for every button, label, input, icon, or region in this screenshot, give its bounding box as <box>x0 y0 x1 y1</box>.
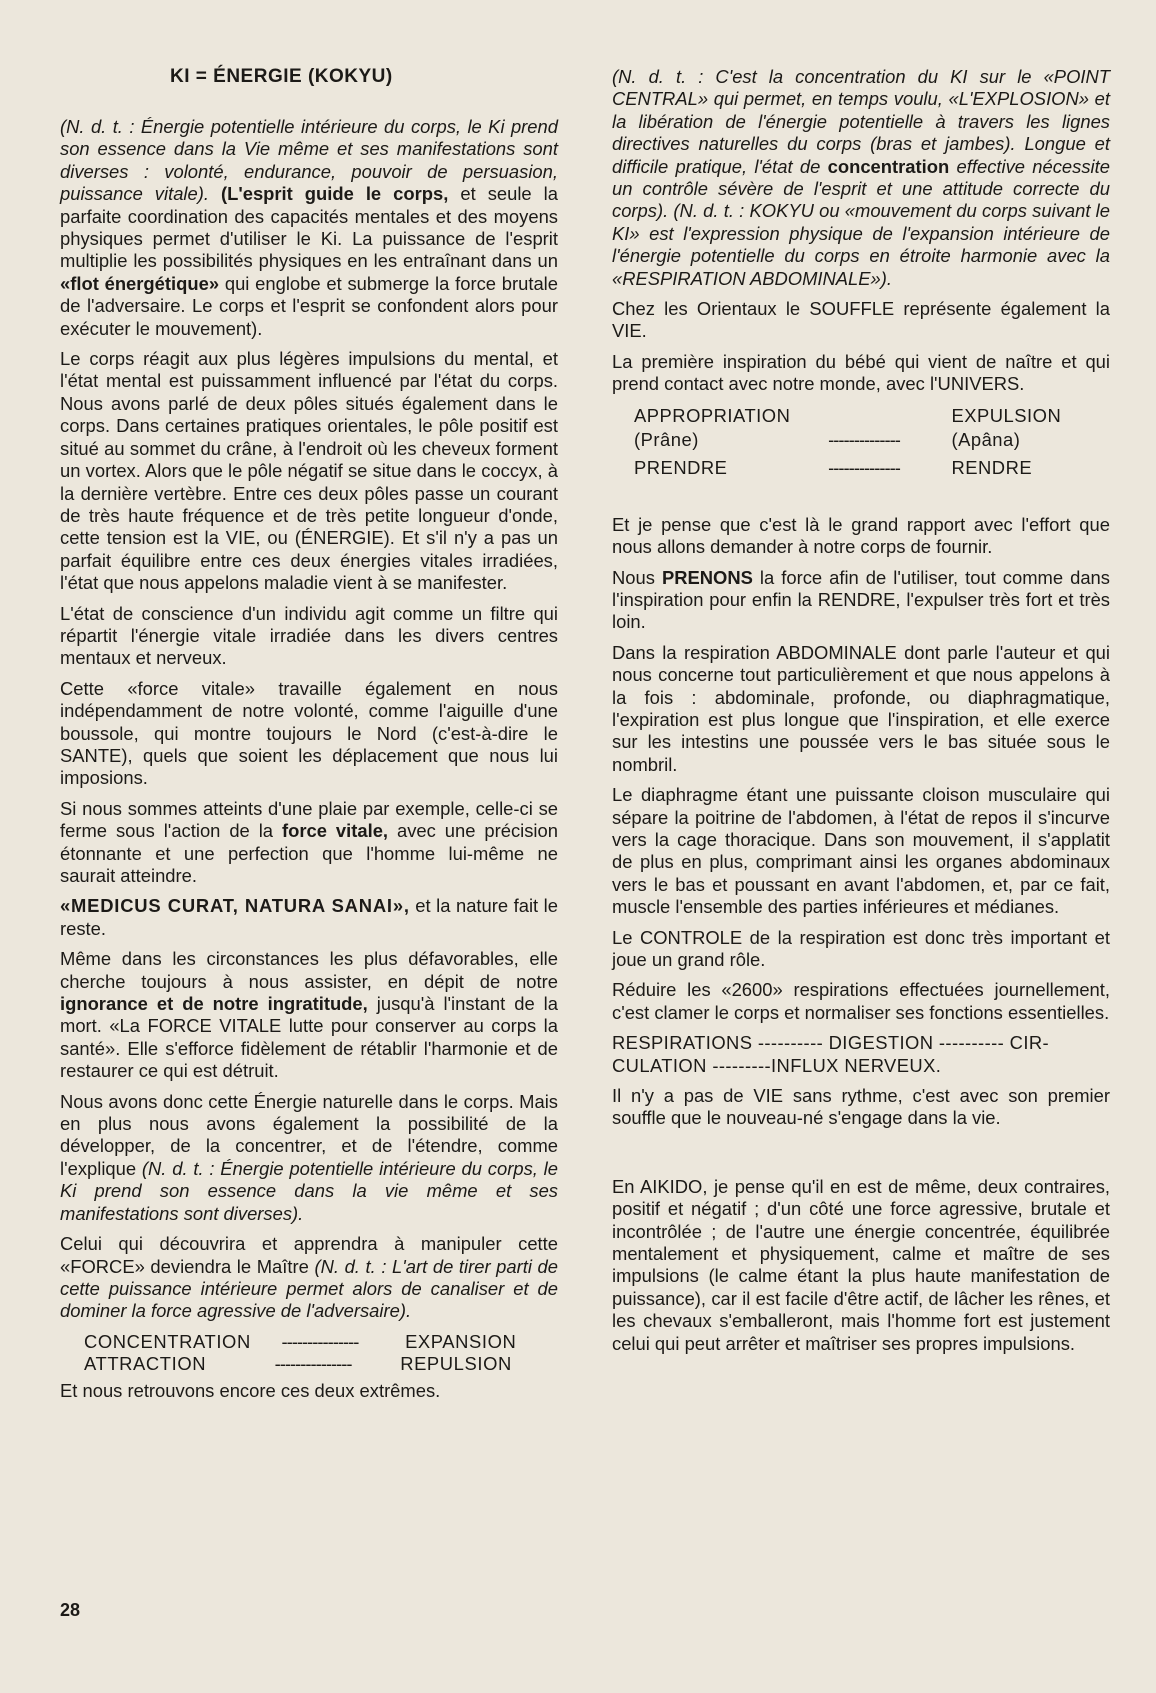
paragraph: Celui qui découvrira et apprendra à manipuler cette «FORCE» deviendra le Maître (N. d. t. : L'art de tirer parti de cette puissance intérieure permet alors de canaliser et de dominer la force agressive de l'adversaire). <box>60 1233 558 1322</box>
article-heading: KI = ÉNERGIE (KOKYU) <box>170 66 393 87</box>
breath-row: APPROPRIATION EXPULSION <box>634 404 1062 426</box>
paragraph: Nous PRENONS la force afin de l'utiliser, tout comme dans l'inspiration pour enfin la RENDRE, l'expulser très fort et très loin. <box>612 566 1110 633</box>
right-column <box>612 66 1110 1363</box>
paragraph: Nous avons donc cette Énergie naturelle dans le corps. Mais en plus nous avons également la possibilité de la développer, de la concentrer, et de l'étendre, comme l'explique (N. d. t. : Énergie potentielle intérieure du corps, le Ki prend son essence dans la vie même et ses manifestations sont diverses). <box>60 1090 558 1224</box>
flow-line: RESPIRATIONS ---------- DIGESTION ---------- CIR- <box>612 1032 1050 1054</box>
flow-line: CULATION ---------INFLUX NERVEUX. <box>612 1054 942 1076</box>
left-column <box>60 66 558 1410</box>
paragraph: Le CONTROLE de la respiration est donc très important et joue un grand rôle. <box>612 926 1110 970</box>
breath-row: PRENDRE -------------- RENDRE <box>634 456 1033 478</box>
paragraph: Même dans les circonstances les plus défavorables, elle cherche toujours à nous assister, en dépit de notre ignorance et de notre ingratitude, jusqu'à l'instant de la mort. «La FORCE VITALE lutte pour conserver au corps la santé». Elle s'efforce fidèlement de rétablir l'harmonie et de restaurer ce qui est détruit. <box>60 948 558 1082</box>
paragraph: Chez les Orientaux le SOUFFLE représente également la VIE. <box>612 298 1110 342</box>
paragraph: (N. d. t. : C'est la concentration du KI sur le «POINT CENTRAL» qui permet, en temps voulu, «L'EXPLOSION» et la libération de l'énergie potentielle à travers les lignes directives naturelles du corps (bras et jambes). Longue et difficile pratique, l'état de concentration effective nécessite un contrôle sévère de l'esprit et une attitude correcte du corps). (N. d. t. : KOKYU ou «mouvement du corps suivant le KI» est l'expression physique de l'expansion intérieure de l'énergie potentielle du corps en étroite harmonie avec la «RESPIRATION ABDOMINALE»). <box>612 66 1110 289</box>
paragraph: Le corps réagit aux plus légères impulsions du mental, et l'état mental est puissamment influencé par l'état du corps. Nous avons parlé de deux pôles situés également dans le corps. Dans certaines pratiques orientales, le pôle positif est situé au sommet du crâne, à l'endroit où les cheveux forment un vortex. Alors que le pôle négatif se situe dans le coccyx, à la dernière vertèbre. Entre ces deux pôles passe un courant de très haute fréquence et de très petite longueur d'onde, cette tension est la VIE, ou (ÉNERGIE). Et s'il n'y a pas un parfait équilibre entre ces deux énergies vitales irradiées, l'état que nous appelons maladie vient à se manifester. <box>60 348 558 594</box>
paragraph: «MEDICUS CURAT, NATURA SANAI», et la nature fait le reste. <box>60 895 558 939</box>
opposites-row: CONCENTRATION --------------- EXPANSION <box>84 1330 517 1352</box>
paragraph: La première inspiration du bébé qui vient de naître et qui prend contact avec notre monde, avec l'UNIVERS. <box>612 350 1110 395</box>
paragraph: Dans la respiration ABDOMINALE dont parle l'auteur et qui nous concerne tout particulièrement et que nous appelons à la fois : abdominale, profonde, ou diaphragmatique, l'expiration est plus longue que l'inspiration, et elle exerce sur les intestins une poussée vers le bas située sous le nombril. <box>612 641 1110 775</box>
paragraph: Le diaphragme étant une puissante cloison musculaire qui sépare la poitrine de l'abdomen, à l'état de repos il s'incurve vers la cage thoracique. Dans son mouvement, il s'applatit de plus en plus, comprimant ainsi les organes abdominaux vers le bas et poussant en avant l'abdomen, et, par ce fait, muscle l'ensemble des parties inférieures et médianes. <box>612 784 1110 918</box>
paragraph: L'état de conscience d'un individu agit comme un filtre qui répartit l'énergie vitale irradiée dans les divers centres mentaux et nerveux. <box>60 602 558 669</box>
paragraph: Réduire les «2600» respirations effectuées journellement, c'est clamer le corps et normaliser ses fonctions essentielles. <box>612 979 1110 1023</box>
paragraph: Et je pense que c'est là le grand rapport avec l'effort que nous allons demander à notre corps de fournir. <box>612 513 1110 558</box>
opposites-row: ATTRACTION --------------- REPULSION <box>84 1353 512 1375</box>
paragraph: Cette «force vitale» travaille également en nous indépendamment de notre volonté, comme l'aiguille d'une boussole, qui montre toujours le Nord (c'est-à-dire le SANTE), quels que soient les déplacement que nous lui imposions. <box>60 677 558 789</box>
paragraph: Il n'y a pas de VIE sans rythme, c'est avec son premier souffle que le nouveau-né s'engage dans la vie. <box>612 1085 1110 1129</box>
paragraph: En AIKIDO, je pense qu'il en est de même, deux contraires, positif et négatif ; d'un côté une force agressive, brutale et incontrôlée ; de l'autre une énergie concentrée, équilibrée mentalement et physiquement, calme et maître de ses impulsions (le calme étant la plus haute manifestation de puissance), car il est facile d'être actif, de lâcher les rênes, et les chevaux s'emballeront, mais l'homme fort est justement celui qui peut arrêter et maîtriser ses propres impulsions. <box>612 1175 1110 1354</box>
breath-row: (Prâne) -------------- (Apâna) <box>634 428 1021 450</box>
paragraph: Et nous retrouvons encore ces deux extrêmes. <box>60 1379 441 1401</box>
paragraph: Si nous sommes atteints d'une plaie par exemple, celle-ci se ferme sous l'action de la force vitale, avec une précision étonnante et une perfection que l'homme lui-même ne saurait atteindre. <box>60 797 558 886</box>
page-number: 28 <box>60 1600 81 1620</box>
paragraph: (N. d. t. : Énergie potentielle intérieure du corps, le Ki prend son essence dans la Vie même et ses manifestations sont diverses : volonté, endurance, pouvoir de persuasion, puissance vitale). (L'esprit guide le corps, et seule la parfaite coordination des capacités mentales et des moyens physiques permet d'utiliser le Ki. La puissance de l'esprit multiplie les possibilités physiques en les entraînant dans un «flot énergétique» qui englobe et submerge la force brutale de l'adversaire. Le corps et l'esprit se confondent alors pour exécuter le mouvement). <box>60 116 558 339</box>
